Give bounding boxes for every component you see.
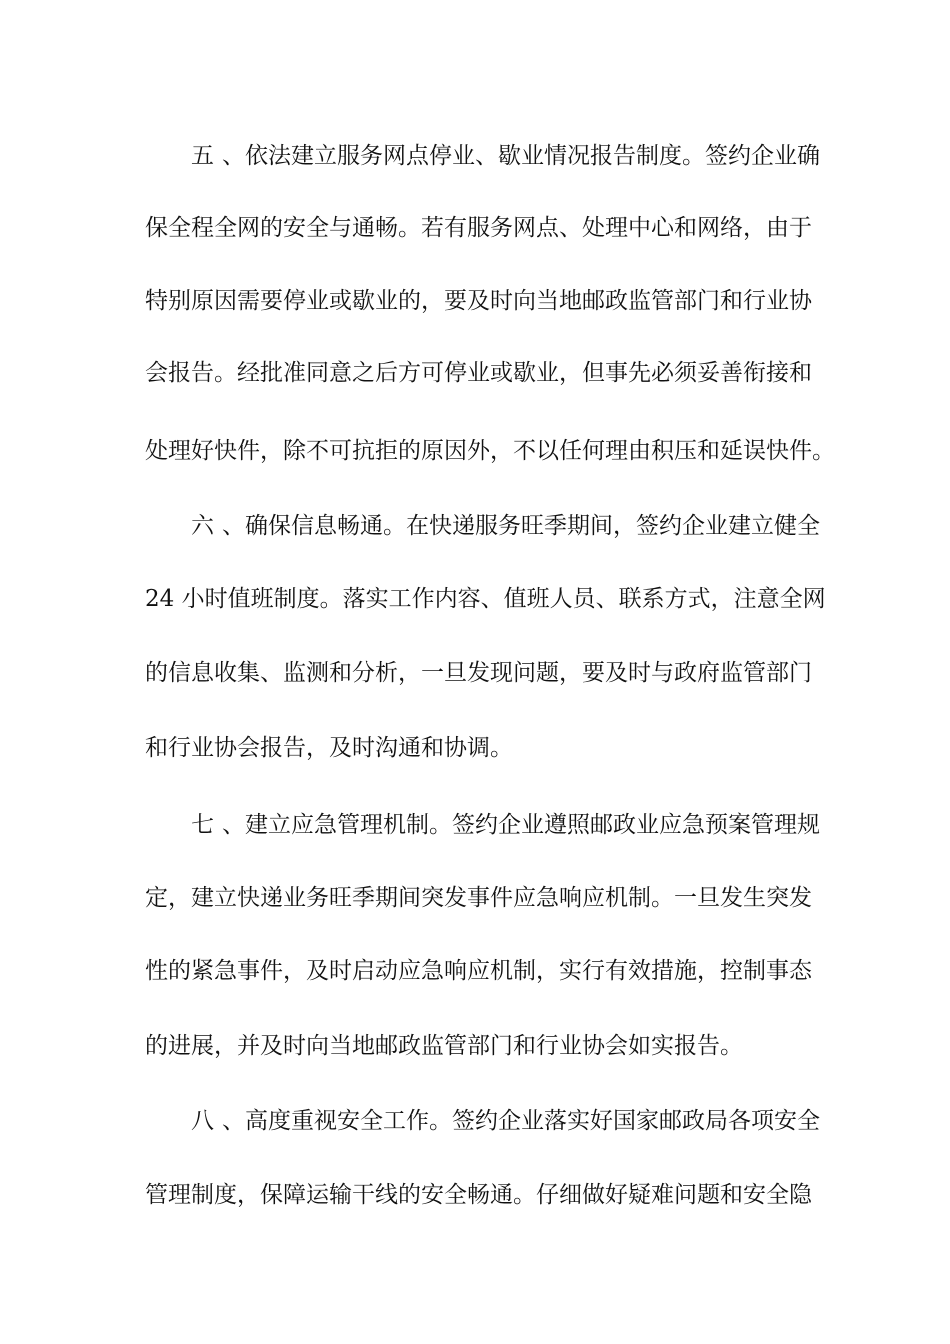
paragraph-7-text-1: 建立应急管理机制。签约企业遵照邮政业应急预案管理规 xyxy=(245,812,820,838)
paragraph-7-line-2: 定，建立快递业务旺季期间突发事件应急响应机制。一旦发生突发 xyxy=(145,885,812,911)
paragraph-5-line-3: 特别原因需要停业或歇业的，要及时向当地邮政监管部门和行业协 xyxy=(145,288,812,314)
paragraph-7-number: 七、 xyxy=(191,812,245,838)
paragraph-7-line-1 xyxy=(191,810,820,840)
paragraph-5-line-5: 处理好快件，除不可抗拒的原因外，不以任何理由积压和延误快件。 xyxy=(145,438,835,464)
paragraph-6-line-3: 的信息收集、监测和分析，一旦发现问题，要及时与政府监管部门 xyxy=(145,660,812,686)
paragraph-6-line-4: 和行业协会报告，及时沟通和协调。 xyxy=(145,735,513,761)
paragraph-6-line-2: 24 小时值班制度。落实工作内容、值班人员、联系方式，注意全网 xyxy=(145,586,826,612)
paragraph-5-line-2: 保全程全网的安全与通畅。若有服务网点、处理中心和网络，由于 xyxy=(145,215,812,241)
paragraph-8-number: 八、 xyxy=(191,1108,245,1134)
paragraph-7-line-4: 的进展，并及时向当地邮政监管部门和行业协会如实报告。 xyxy=(145,1033,743,1059)
paragraph-5-text-1: 依法建立服务网点停业、歇业情况报告制度。签约企业确 xyxy=(245,143,820,169)
paragraph-5-number: 五、 xyxy=(191,143,245,169)
paragraph-5-line-4: 会报告。经批准同意之后方可停业或歇业，但事先必须妥善衔接和 xyxy=(145,360,812,386)
paragraph-5-line-1 xyxy=(191,141,820,171)
paragraph-8-text-1: 高度重视安全工作。签约企业落实好国家邮政局各项安全 xyxy=(245,1108,820,1134)
paragraph-7-line-3: 性的紧急事件，及时启动应急响应机制，实行有效措施，控制事态 xyxy=(145,958,812,984)
paragraph-6-number: 六、 xyxy=(191,513,245,539)
paragraph-6-text-1: 确保信息畅通。在快递服务旺季期间，签约企业建立健全 xyxy=(245,513,820,539)
paragraph-8-line-2: 管理制度，保障运输干线的安全畅通。仔细做好疑难问题和安全隐 xyxy=(145,1182,812,1208)
paragraph-8-line-1 xyxy=(191,1106,820,1136)
paragraph-6-line-1 xyxy=(191,511,820,541)
